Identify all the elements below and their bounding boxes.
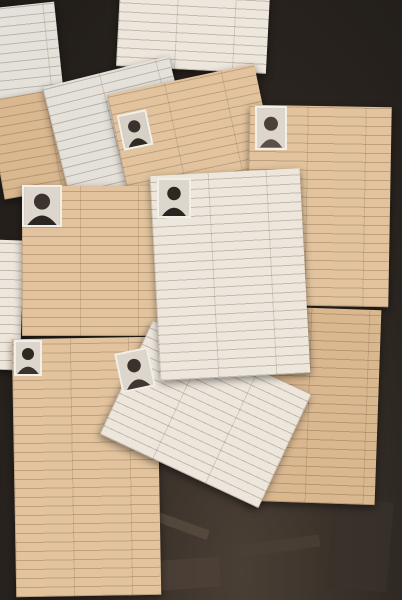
portrait-photo	[157, 178, 191, 218]
debris	[326, 498, 394, 593]
portrait-photo	[255, 106, 287, 150]
portrait-photo	[22, 185, 62, 227]
portrait-photo	[14, 340, 42, 376]
